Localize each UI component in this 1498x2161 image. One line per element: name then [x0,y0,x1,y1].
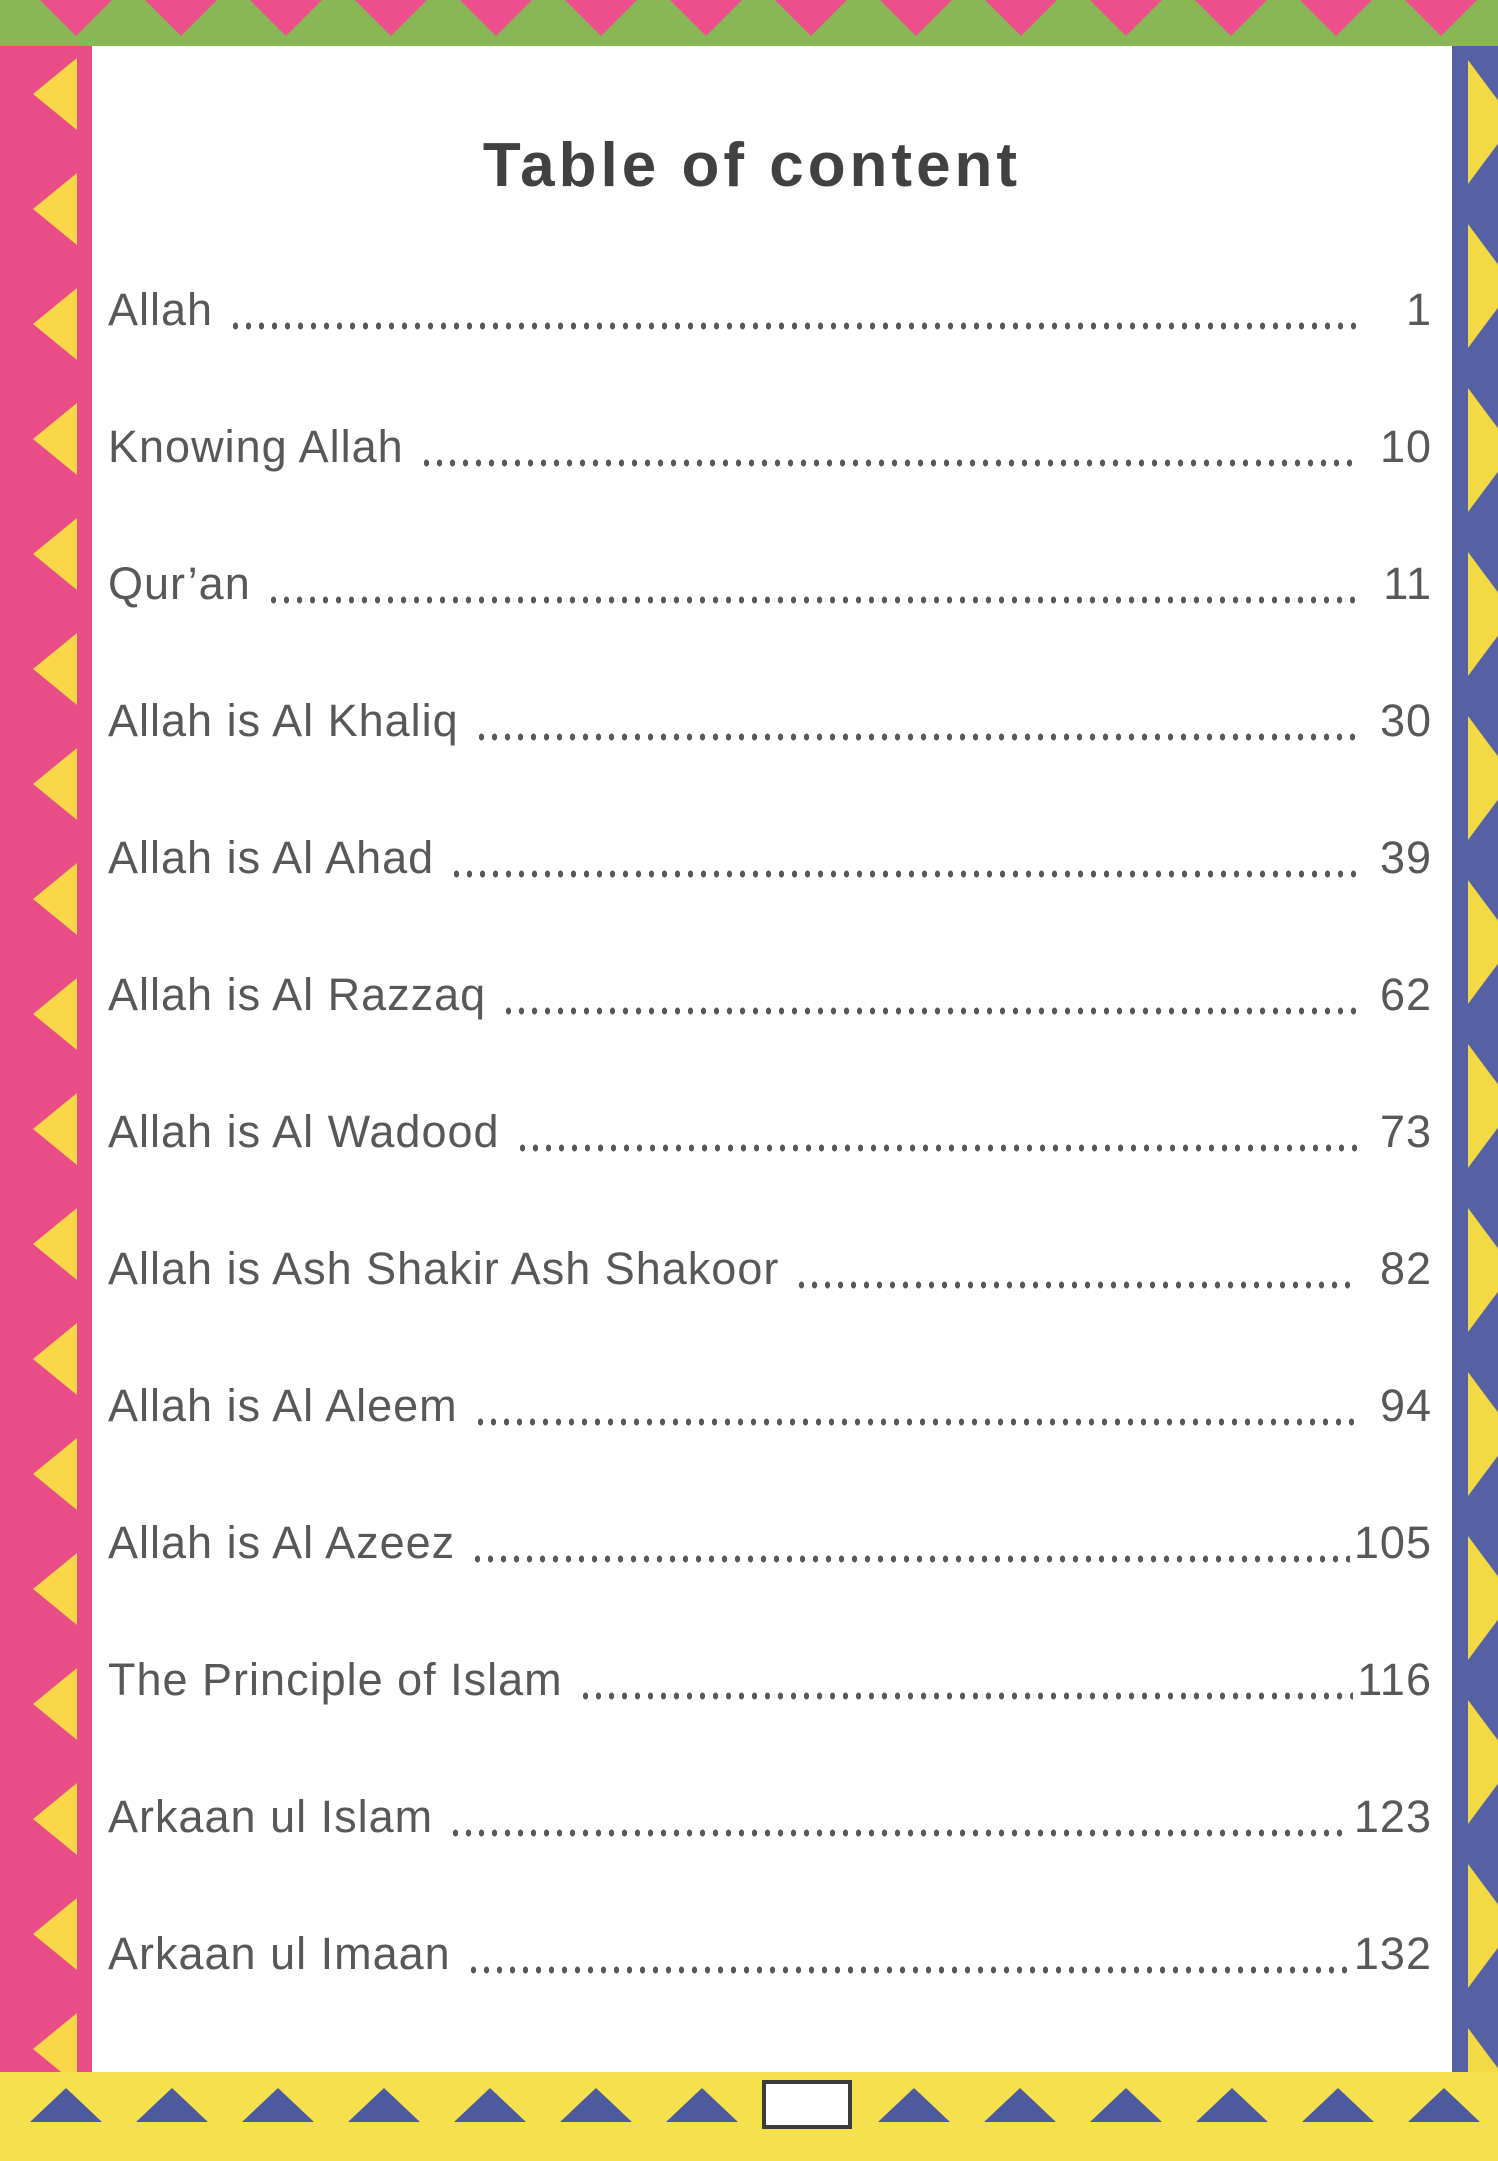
toc-entry-label: Arkaan ul Islam [108,1791,434,1842]
toc-entry-label: Qur’an [108,558,251,609]
yellow-triangle-icon [1468,716,1498,840]
toc-entry-page-number: 105 [1353,1517,1432,1568]
yellow-triangle-icon [33,1668,77,1740]
blue-triangle-icon [1090,2088,1162,2122]
toc-entry [108,1100,1432,1164]
yellow-triangle-icon [33,1438,77,1510]
pink-triangle-icon [985,0,1057,36]
toc-entry-label: Allah is Al Wadood [108,1106,500,1157]
toc-entry-page-number: 123 [1353,1791,1432,1842]
toc-entry-page-number: 94 [1379,1380,1432,1431]
toc-entry-label: Allah is Al Khaliq [108,695,459,746]
yellow-triangle-icon [1468,1044,1498,1168]
yellow-triangle-icon [1468,1864,1498,1988]
yellow-triangle-icon [33,58,77,130]
toc-entry [108,1785,1432,1849]
pink-triangle-icon [250,0,322,36]
toc-entry-page-number: 82 [1379,1243,1432,1294]
dotted-leader [514,1100,1358,1164]
pink-triangle-icon [1300,0,1372,36]
yellow-triangle-icon [33,978,77,1050]
blue-triangle-icon [348,2088,420,2122]
blue-triangle-icon [984,2088,1056,2122]
right-border-strip [1452,46,1498,2072]
blue-triangle-icon [454,2088,526,2122]
yellow-triangle-icon [33,863,77,935]
blue-triangle-icon [1302,2088,1374,2122]
yellow-triangle-icon [1468,1536,1498,1660]
toc-entry-page-number: 30 [1379,695,1432,746]
toc-entry [108,1648,1432,1712]
pink-triangle-icon [1405,0,1477,36]
pink-triangle-icon [460,0,532,36]
yellow-triangle-icon [33,1208,77,1280]
blue-triangle-icon [1408,2088,1480,2122]
toc-entry-page-number: 116 [1357,1654,1432,1705]
toc-entry-page-number: 1 [1405,284,1432,335]
toc-entry-page-number: 132 [1353,1928,1432,1979]
blue-triangle-icon [1196,2088,1268,2122]
blue-triangle-icon [878,2088,950,2122]
toc-entry [108,1237,1432,1301]
dotted-leader [265,552,1358,616]
toc-entry-label: Allah is Al Aleem [108,1380,458,1431]
page-title: Table of content [482,131,1022,200]
pink-triangle-icon [670,0,742,36]
toc-entry-label: Allah is Al Azeez [108,1517,456,1568]
yellow-triangle-icon [1468,224,1498,348]
dotted-leader [473,689,1358,753]
toc-entry-label: Allah [108,284,214,335]
yellow-triangle-icon [1468,552,1498,676]
yellow-triangle-icon [33,748,77,820]
yellow-triangle-icon [33,1898,77,1970]
blue-triangle-icon [136,2088,208,2122]
toc-entry-page-number: 39 [1379,832,1432,883]
yellow-triangle-icon [1468,1372,1498,1496]
dotted-leader [469,1511,1350,1575]
toc-entry [108,1374,1432,1438]
bottom-border-strip [0,2072,1498,2161]
content-area [92,46,1452,2072]
toc-entry-page-number: 62 [1379,969,1432,1020]
dotted-leader [448,826,1358,890]
toc-entry [108,278,1432,342]
dotted-leader [227,278,1358,342]
toc-entry-page-number: 73 [1379,1106,1432,1157]
pink-triangle-icon [1090,0,1162,36]
toc-entry-label: Allah is Ash Shakir Ash Shakoor [108,1243,780,1294]
yellow-triangle-icon [1468,388,1498,512]
pink-triangle-icon [40,0,112,36]
yellow-triangle-icon [33,633,77,705]
pink-triangle-icon [145,0,217,36]
left-border-strip [0,46,92,2072]
dotted-leader [577,1648,1354,1712]
yellow-triangle-icon [33,288,77,360]
yellow-triangle-icon [1468,880,1498,1004]
yellow-triangle-icon [33,173,77,245]
pink-triangle-icon [355,0,427,36]
yellow-triangle-icon [33,518,77,590]
yellow-triangle-icon [33,403,77,475]
dotted-leader [465,1922,1350,1986]
blue-triangle-icon [666,2088,738,2122]
toc-entry [108,689,1432,753]
pink-triangle-icon [775,0,847,36]
blue-triangle-icon [30,2088,102,2122]
blue-triangle-icon [560,2088,632,2122]
yellow-triangle-icon [33,1323,77,1395]
yellow-triangle-icon [1468,2028,1498,2072]
yellow-triangle-icon [1468,1700,1498,1824]
toc-entry [108,1511,1432,1575]
dotted-leader [793,1237,1358,1301]
dotted-leader [500,963,1358,1027]
dotted-leader [418,415,1358,479]
toc-entry [108,1922,1432,1986]
toc-entry-label: Allah is Al Razzaq [108,969,487,1020]
toc-entry [108,552,1432,616]
toc-entry-page-number: 11 [1383,558,1432,609]
blue-triangle-icon [242,2088,314,2122]
toc-entry [108,415,1432,479]
top-border-strip [0,0,1498,46]
pink-triangle-icon [1195,0,1267,36]
yellow-triangle-icon [33,1093,77,1165]
yellow-triangle-icon [1468,1208,1498,1332]
page-number-box [762,2080,852,2129]
pink-triangle-icon [880,0,952,36]
dotted-leader [447,1785,1350,1849]
yellow-triangle-icon [33,2013,77,2072]
pink-triangle-icon [565,0,637,36]
yellow-triangle-icon [1468,60,1498,184]
toc-entry [108,963,1432,1027]
toc-entry-label: Allah is Al Ahad [108,832,435,883]
yellow-triangle-icon [33,1553,77,1625]
toc-entry [108,826,1432,890]
toc-entry-label: Arkaan ul Imaan [108,1928,451,1979]
yellow-triangle-icon [33,1783,77,1855]
toc-entry-page-number: 10 [1379,421,1432,472]
toc-entry-label: Knowing Allah [108,421,404,472]
dotted-leader [472,1374,1358,1438]
toc-entry-label: The Principle of Islam [108,1654,563,1705]
